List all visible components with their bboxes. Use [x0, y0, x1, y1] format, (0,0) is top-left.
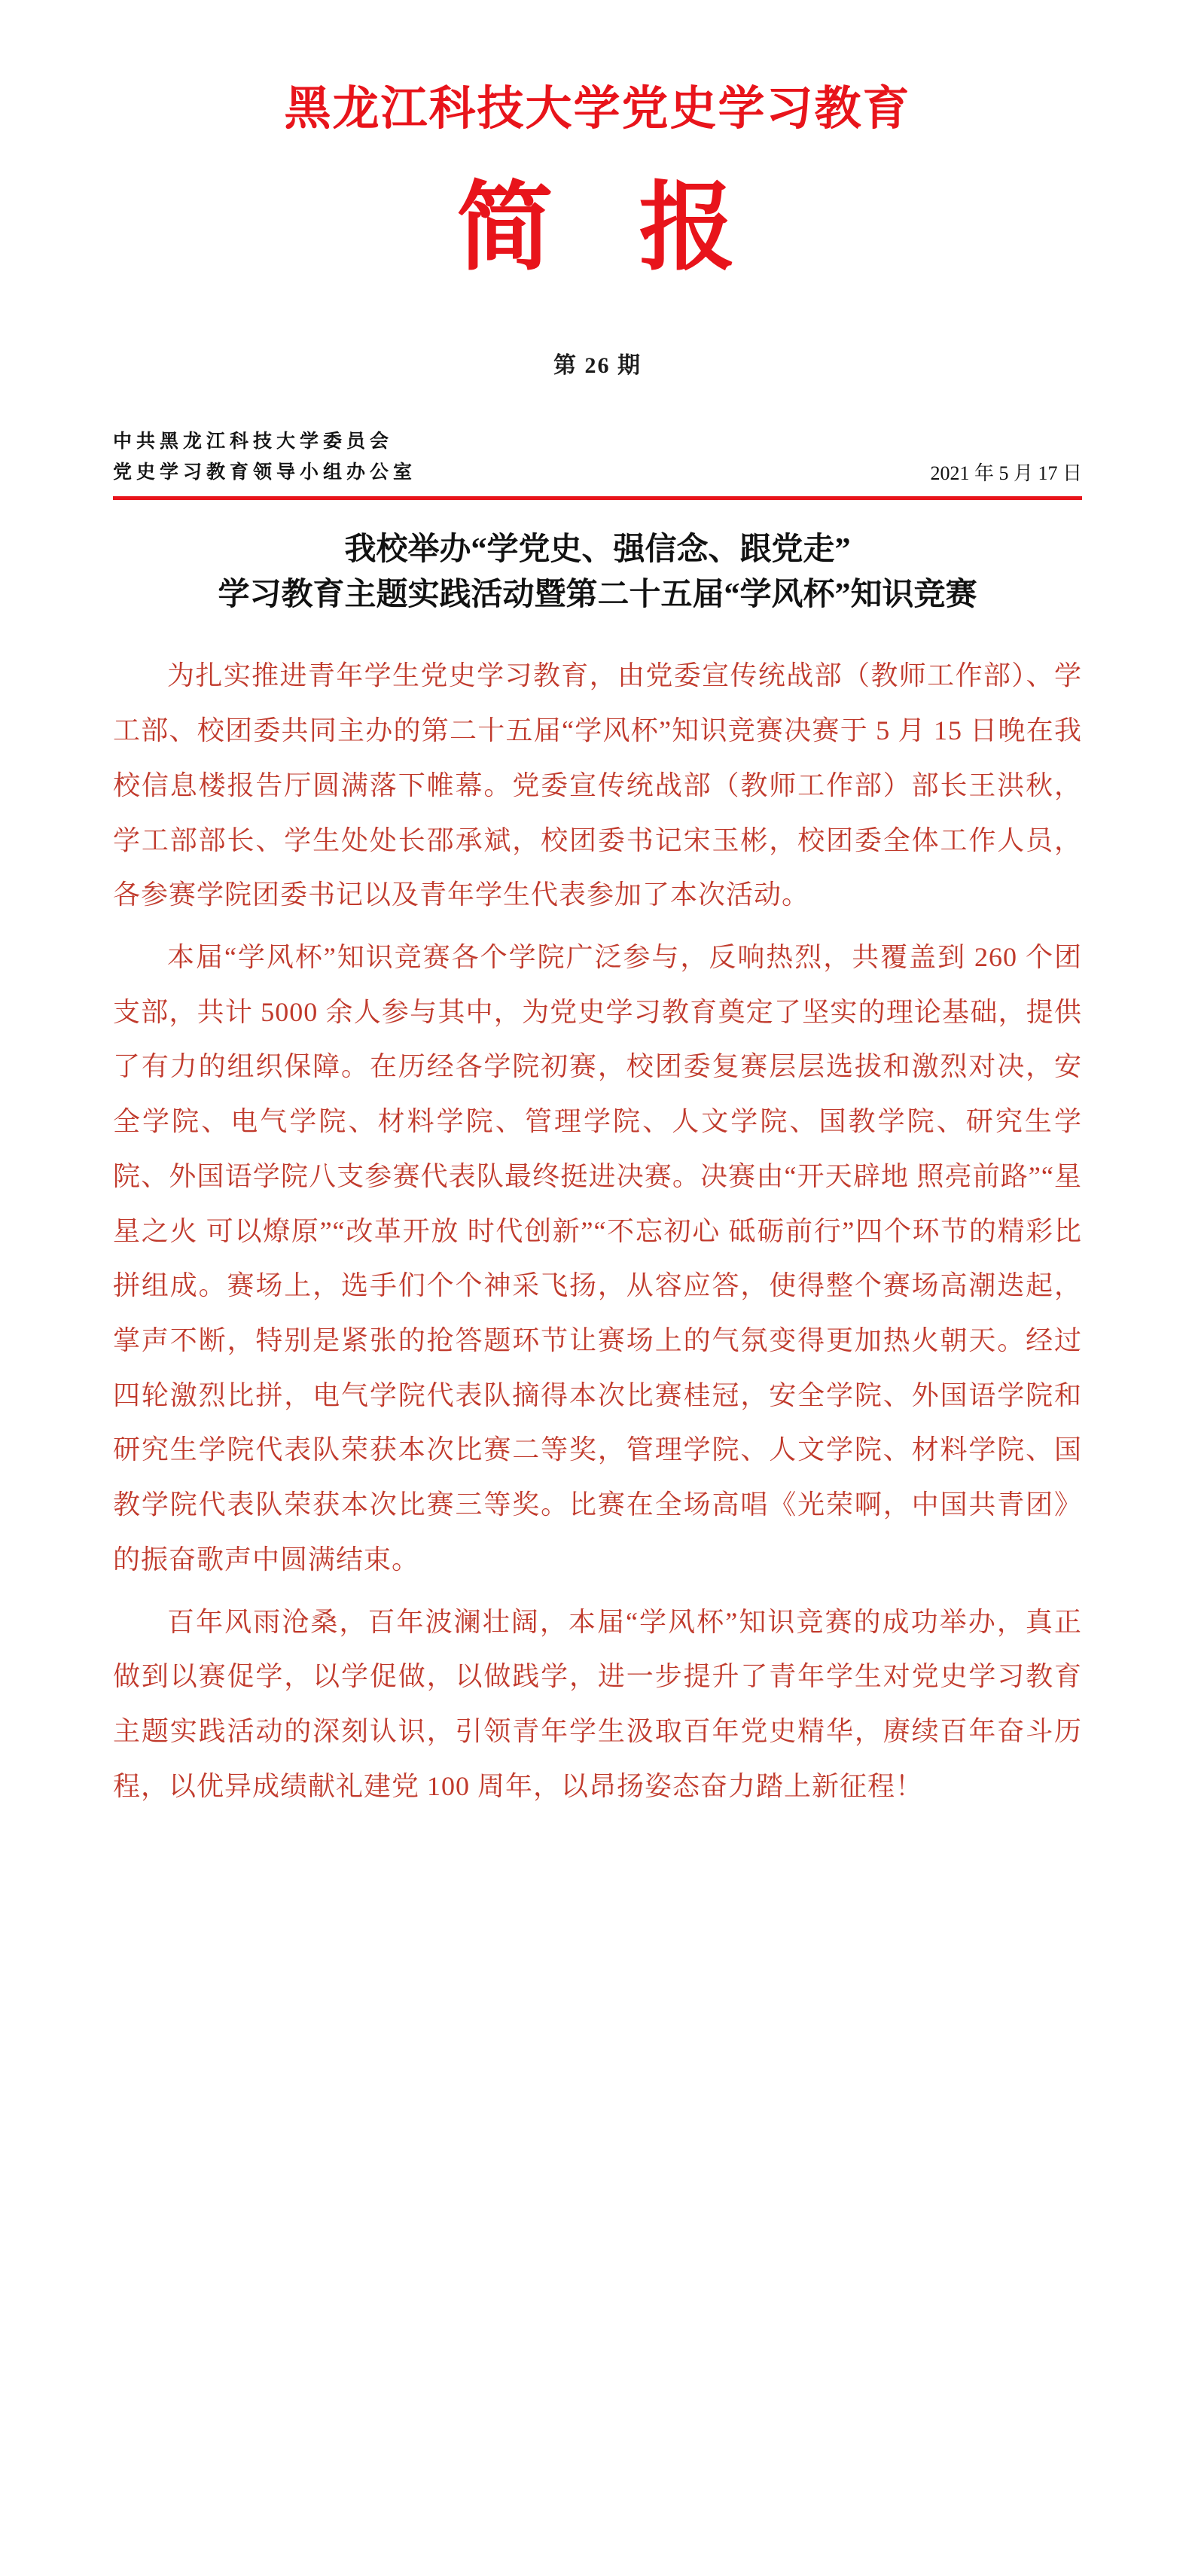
organization-line-1: 中共黑龙江科技大学委员会 [113, 431, 394, 453]
bulletin-char-right: 报 [639, 175, 739, 282]
publication-date: 2021 年 5 月 17 日 [930, 462, 1082, 484]
issuing-organization [113, 426, 416, 489]
body-paragraph: 为扎实推进青年学生党史学习教育，由党委宣传统战部（教师工作部）、学工部、校团委共同主办的第二十五届“学风杯”知识竞赛决赛于 5 月 15 日晚在我校信息楼报告厅圆满落下帷幕。党委宣传统战部（教师工作部）部长王洪秋，学工部部长、学生处处长邵承斌，校团委书记宋玉彬，校团委全体工作人员，各参赛学院团委书记以及青年学生代表参加了本次活动。 [113, 660, 1082, 910]
body-paragraph: 百年风雨沧桑，百年波澜壮阔，本届“学风杯”知识竞赛的成功举办，真正做到以赛促学，以学促做，以做践学，进一步提升了青年学生对党史学习教育主题实践活动的深刻认识，引领青年学生汲取百年党史精华，赓续百年奋斗历程，以优异成绩献礼建党 100 周年，以昂扬姿态奋力踏上新征程！ [113, 1606, 1082, 1801]
headline-line-2: 学习教育主题实践活动暨第二十五届“学风杯”知识竞赛 [218, 578, 977, 613]
masthead [113, 0, 1082, 282]
body-paragraph: 本届“学风杯”知识竞赛各个学院广泛参与，反响热烈，共覆盖到 260 个团支部，共计 5000 余人参与其中，为党史学习教育奠定了坚实的理论基础，提供了有力的组织保障。在历经各学院初赛，校团委复赛层层选拔和激烈对决，安全学院、电气学院、材料学院、管理学院、人文学院、国教学院、研究生学院、外国语学院八支参赛代表队最终挺进决赛。决赛由“开天辟地 照亮前路”“星星之火 可以燎原”“改革开放 时代创新”“不忘初心 砥砺前行”四个环节的精彩比拼组成。赛场上，选手们个个神采飞扬，从容应答，使得整个赛场高潮迭起，掌声不断，特别是紧张的抢答题环节让赛场上的气氛变得更加热火朝天。经过四轮激烈比拼，电气学院代表队摘得本次比赛桂冠，安全学院、外国语学院和研究生学院代表队荣获本次比赛二等奖，管理学院、人文学院、材料学院、国教学院代表队荣获本次比赛三等奖。比赛在全场高唱《光荣啊，中国共青团》的振奋歌声中圆满结束。 [113, 941, 1082, 1575]
org-date-line [113, 426, 1082, 489]
headline-line-1: 我校举办“学党史、强信念、跟党走” [344, 532, 851, 567]
bulletin-char-left: 简 [456, 175, 556, 282]
issue-number: 第 26 期 [553, 353, 642, 379]
page-title [113, 527, 1082, 619]
article-body [113, 648, 1082, 1813]
masthead-title: 黑龙江科技大学党史学习教育 [284, 84, 911, 135]
header-divider [113, 496, 1082, 500]
organization-line-2: 党史学习教育领导小组办公室 [113, 462, 417, 483]
masthead-bulletin-word [113, 175, 1082, 282]
